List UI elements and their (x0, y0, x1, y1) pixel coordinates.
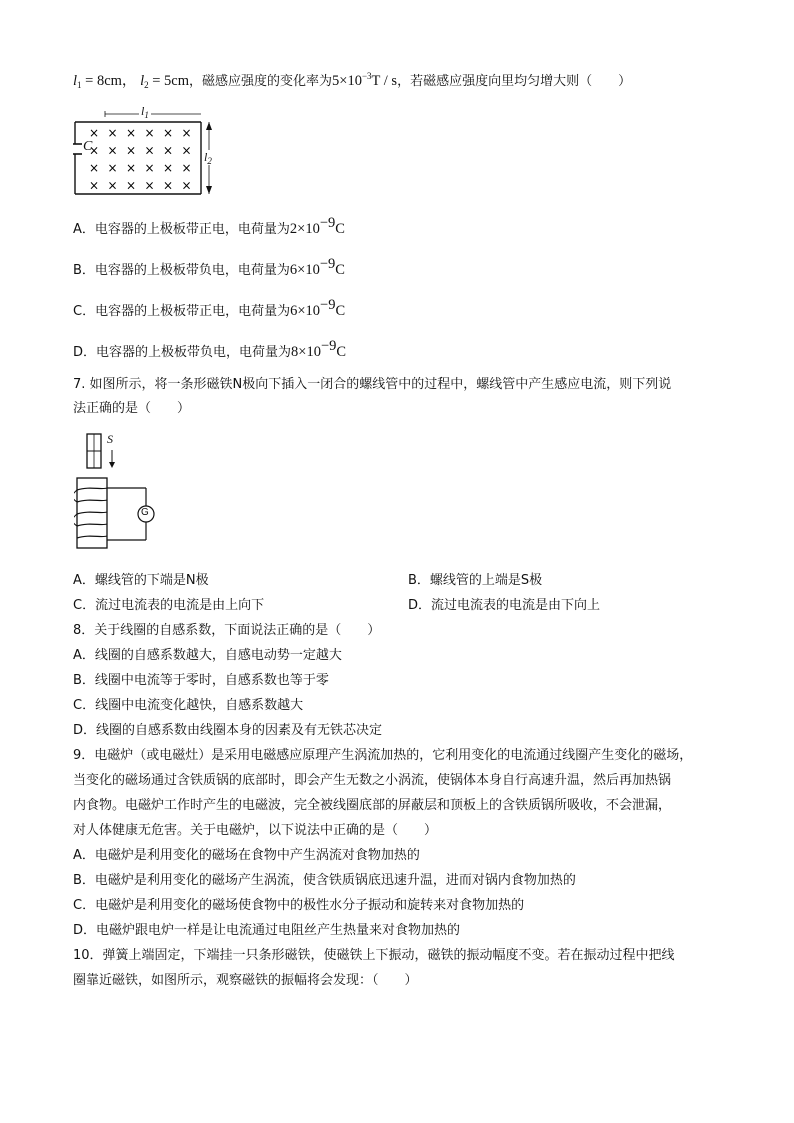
rate-exponent: −3 (361, 71, 372, 81)
q6-option-c[interactable]: C．电容器的上极板带正电，电荷量为$6\times 10^{-9}C$ (73, 297, 346, 319)
field-cross: × (88, 126, 100, 140)
q10-stem-line1: 10．弹簧上端固定，下端挂一只条形磁铁，使磁铁上下振动，磁铁的振动幅度不变。若在振动过程中把线 (73, 948, 675, 963)
q6-option-b[interactable]: B．电容器的上极板带负电，电荷量为$6\times 10^{-9}C$ (73, 256, 345, 278)
q7-option-d[interactable]: D．流过电流表的电流是由下向上 (408, 598, 601, 613)
field-cross: × (88, 178, 100, 193)
q7-stem-line1: 7. 如图所示，将一条形磁铁N极向下插入一闭合的螺线管中的过程中，螺线管中产生感应电流，则下列说 (73, 377, 672, 392)
q6-option-a[interactable]: A．电容器的上极板带正电，电荷量为$2\times 10^{-9}C$ (73, 215, 345, 237)
q9-option-d[interactable]: D．电磁炉跟电炉一样是让电流通过电阻丝产生热量来对食物加热的 (73, 923, 461, 938)
q8-stem: 8．关于线圈的自感系数，下面说法正确的是（ ） (73, 623, 381, 638)
field-cross: × (181, 126, 192, 140)
field-cross: × (144, 143, 155, 158)
field-cross: × (107, 161, 118, 175)
field-cross: × (125, 178, 137, 193)
field-cross: × (162, 126, 174, 140)
field-cross: × (107, 178, 118, 193)
field-cross: × (107, 126, 118, 140)
l2-subscript: 2 (144, 80, 149, 90)
q8-option-b[interactable]: B．线圈中电流等于零时，自感系数也等于零 (73, 673, 329, 688)
rate-unit: T / s (371, 73, 398, 89)
l2-figure-label: $l_2$ (204, 150, 212, 166)
q7-figure (74, 432, 174, 552)
l2-value: = 5cm (148, 73, 189, 89)
q7-stem-line2: 法正确的是（ ） (73, 401, 191, 416)
l1-value: = 8cm， (81, 73, 137, 89)
l1-subscript: 1 (77, 80, 82, 90)
field-cross: × (181, 161, 192, 175)
q6-option-d[interactable]: D．电容器的上极板带负电，电荷量为$8\times 10^{-9}C$ (73, 338, 347, 360)
capacitor-label: C (83, 139, 93, 154)
l2-symbol: l (140, 73, 145, 89)
field-cross: × (125, 126, 137, 140)
magnet-s-label: S (107, 432, 113, 446)
q7-option-c[interactable]: C．流过电流表的电流是由上向下 (73, 598, 265, 613)
q8-option-a[interactable]: A．线圈的自感系数越大，自感电动势一定越大 (73, 648, 342, 663)
field-cross: × (144, 126, 155, 140)
q7-option-a[interactable]: A．螺线管的下端是N极 (73, 573, 209, 588)
q10-stem-line2: 圈靠近磁铁，如图所示，观察磁铁的振幅将会发现：（ ） (73, 973, 418, 988)
field-cross: × (162, 178, 174, 193)
l1-figure-label: $l_1$ (141, 104, 149, 120)
field-cross: × (144, 161, 155, 175)
field-cross: × (162, 143, 174, 158)
q6-stem (73, 72, 631, 91)
solenoid-diagram (74, 432, 174, 552)
field-cross: × (181, 178, 192, 193)
field-cross: × (88, 143, 100, 158)
q8-option-c[interactable]: C．线圈中电流变化越快，自感系数越大 (73, 698, 304, 713)
capacitor-circuit-diagram (73, 108, 223, 198)
field-cross: × (144, 178, 155, 193)
q9-option-b[interactable]: B．电磁炉是利用变化的磁场产生涡流，使含铁质锅底迅速升温，进而对锅内食物加热的 (73, 873, 576, 888)
q8-option-d[interactable]: D．线圈的自感系数由线圈本身的因素及有无铁芯决定 (73, 723, 383, 738)
field-cross: × (107, 143, 118, 158)
q9-stem-line2: 当变化的磁场通过含铁质锅的底部时，即会产生无数之小涡流，使锅体本身自行高速升温，然后再加热锅 (73, 773, 672, 788)
q6-stem-text: ，磁感应强度的变化率为 (189, 74, 333, 89)
q9-option-c[interactable]: C．电磁炉是利用变化的磁场使食物中的极性水分子振动和旋转来对食物加热的 (73, 898, 525, 913)
q9-stem-line4: 对人体健康无危害。关于电磁炉，以下说法中正确的是（ ） (73, 823, 438, 838)
field-cross: × (125, 161, 137, 175)
rate-base: 5×10 (332, 73, 362, 89)
field-cross: × (162, 161, 174, 175)
q9-stem-line3: 内食物。电磁炉工作时产生的电磁波，完全被线圈底部的屏蔽层和顶板上的含铁质锅所吸收，不会泄漏， (73, 798, 672, 813)
field-cross: × (88, 161, 100, 175)
field-cross: × (181, 143, 192, 158)
magnetic-field-crosses (89, 126, 192, 193)
q9-option-a[interactable]: A．电磁炉是利用变化的磁场在食物中产生涡流对食物加热的 (73, 848, 420, 863)
q7-option-b[interactable]: B．螺线管的上端是S极 (408, 573, 543, 588)
q9-stem-line1: 9．电磁炉（或电磁灶）是采用电磁感应原理产生涡流加热的，它利用变化的电流通过线圈产生变化的磁场， (73, 748, 693, 763)
field-cross: × (125, 143, 137, 158)
l1-symbol: l (73, 73, 78, 89)
q6-figure (73, 104, 223, 198)
galvanometer-label: G (141, 507, 149, 518)
q6-stem-tail: ，若磁感应强度向里均匀增大则（ ） (397, 74, 632, 89)
